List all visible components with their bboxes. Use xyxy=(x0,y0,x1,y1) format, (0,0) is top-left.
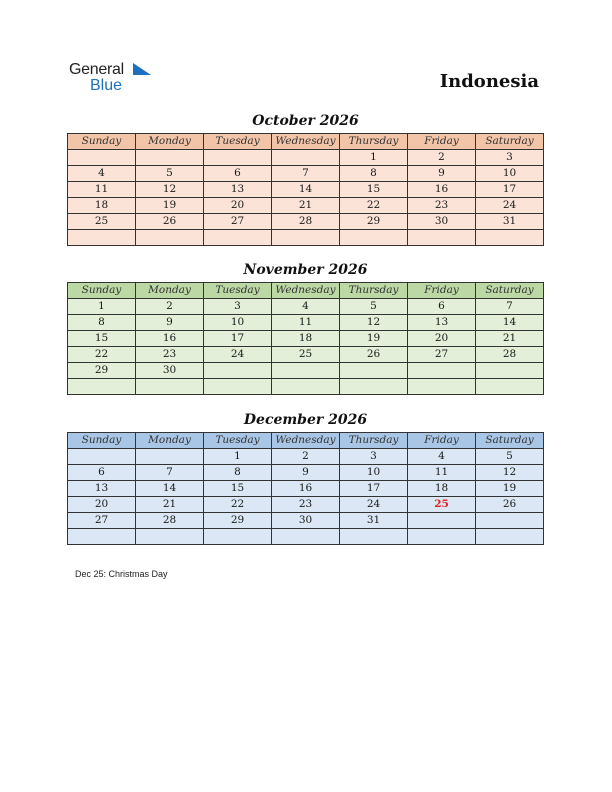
weekday-header-sunday: Sunday xyxy=(68,433,136,449)
day-cell xyxy=(272,379,340,395)
weekday-header-row xyxy=(68,283,544,299)
day-cell: 17 xyxy=(476,182,544,198)
week-row xyxy=(68,331,544,347)
day-cell: 21 xyxy=(476,331,544,347)
day-cell: 7 xyxy=(136,465,204,481)
day-cell: 23 xyxy=(272,497,340,513)
logo-triangle-icon xyxy=(133,63,153,77)
day-cell: 5 xyxy=(476,449,544,465)
day-cell xyxy=(476,363,544,379)
day-cell: 18 xyxy=(408,481,476,497)
week-row xyxy=(68,481,544,497)
day-cell: 3 xyxy=(204,299,272,315)
day-cell: 8 xyxy=(204,465,272,481)
day-cell: 1 xyxy=(68,299,136,315)
day-cell: 6 xyxy=(68,465,136,481)
day-cell: 20 xyxy=(204,198,272,214)
day-cell: 24 xyxy=(204,347,272,363)
week-row xyxy=(68,230,544,246)
weekday-header-friday: Friday xyxy=(408,283,476,299)
day-cell: 10 xyxy=(476,166,544,182)
day-cell xyxy=(408,513,476,529)
holiday-day-cell: 25 xyxy=(408,497,476,513)
logo-word-blue: Blue xyxy=(90,77,123,94)
day-cell: 28 xyxy=(476,347,544,363)
day-cell: 7 xyxy=(272,166,340,182)
day-cell xyxy=(136,230,204,246)
day-cell: 26 xyxy=(136,214,204,230)
day-cell: 15 xyxy=(68,331,136,347)
day-cell: 15 xyxy=(340,182,408,198)
week-row xyxy=(68,299,544,315)
day-cell: 2 xyxy=(136,299,204,315)
day-cell: 11 xyxy=(68,182,136,198)
day-cell: 31 xyxy=(476,214,544,230)
weekday-header-saturday: Saturday xyxy=(476,283,544,299)
day-cell: 17 xyxy=(204,331,272,347)
day-cell: 26 xyxy=(340,347,408,363)
day-cell: 20 xyxy=(68,497,136,513)
weekday-header-tuesday: Tuesday xyxy=(204,433,272,449)
day-cell: 4 xyxy=(272,299,340,315)
day-cell: 9 xyxy=(136,315,204,331)
day-cell xyxy=(476,379,544,395)
day-cell: 1 xyxy=(204,449,272,465)
weekday-header-wednesday: Wednesday xyxy=(272,134,340,150)
day-cell xyxy=(408,363,476,379)
day-cell xyxy=(340,363,408,379)
day-cell: 7 xyxy=(476,299,544,315)
day-cell xyxy=(204,150,272,166)
day-cell: 24 xyxy=(476,198,544,214)
day-cell: 14 xyxy=(272,182,340,198)
day-cell: 11 xyxy=(272,315,340,331)
calendar-october xyxy=(67,133,544,246)
weekday-header-tuesday: Tuesday xyxy=(204,134,272,150)
day-cell xyxy=(476,529,544,545)
day-cell: 27 xyxy=(68,513,136,529)
week-row xyxy=(68,379,544,395)
day-cell: 31 xyxy=(340,513,408,529)
general-blue-logo xyxy=(69,61,169,97)
weekday-header-sunday: Sunday xyxy=(68,283,136,299)
day-cell: 8 xyxy=(340,166,408,182)
weekday-header-tuesday: Tuesday xyxy=(204,283,272,299)
weekday-header-thursday: Thursday xyxy=(340,433,408,449)
week-row xyxy=(68,347,544,363)
day-cell xyxy=(68,150,136,166)
day-cell: 23 xyxy=(408,198,476,214)
day-cell: 24 xyxy=(340,497,408,513)
week-row xyxy=(68,449,544,465)
weekday-header-monday: Monday xyxy=(136,283,204,299)
day-cell xyxy=(408,529,476,545)
day-cell: 25 xyxy=(68,214,136,230)
weekday-header-row xyxy=(68,433,544,449)
day-cell: 27 xyxy=(408,347,476,363)
day-cell xyxy=(136,529,204,545)
day-cell: 13 xyxy=(204,182,272,198)
week-row xyxy=(68,513,544,529)
day-cell xyxy=(68,449,136,465)
day-cell: 4 xyxy=(68,166,136,182)
day-cell: 10 xyxy=(340,465,408,481)
week-row xyxy=(68,363,544,379)
day-cell xyxy=(476,230,544,246)
week-row xyxy=(68,166,544,182)
day-cell xyxy=(340,379,408,395)
week-row xyxy=(68,465,544,481)
weekday-header-row xyxy=(68,134,544,150)
day-cell: 12 xyxy=(136,182,204,198)
day-cell xyxy=(272,230,340,246)
day-cell: 12 xyxy=(340,315,408,331)
weekday-header-friday: Friday xyxy=(408,433,476,449)
day-cell: 19 xyxy=(136,198,204,214)
calendar-december xyxy=(67,432,544,545)
day-cell: 13 xyxy=(408,315,476,331)
week-row xyxy=(68,182,544,198)
day-cell: 3 xyxy=(340,449,408,465)
day-cell: 6 xyxy=(408,299,476,315)
day-cell xyxy=(136,379,204,395)
day-cell: 18 xyxy=(68,198,136,214)
day-cell: 30 xyxy=(408,214,476,230)
day-cell: 13 xyxy=(68,481,136,497)
day-cell: 30 xyxy=(272,513,340,529)
month-title-october: October 2026 xyxy=(252,113,359,129)
day-cell xyxy=(68,529,136,545)
day-cell: 16 xyxy=(272,481,340,497)
day-cell: 28 xyxy=(136,513,204,529)
day-cell: 2 xyxy=(408,150,476,166)
weekday-header-wednesday: Wednesday xyxy=(272,283,340,299)
day-cell xyxy=(272,363,340,379)
day-cell: 29 xyxy=(340,214,408,230)
weekday-header-wednesday: Wednesday xyxy=(272,433,340,449)
day-cell: 23 xyxy=(136,347,204,363)
day-cell xyxy=(68,379,136,395)
day-cell: 26 xyxy=(476,497,544,513)
day-cell: 9 xyxy=(272,465,340,481)
day-cell xyxy=(340,230,408,246)
week-row xyxy=(68,214,544,230)
day-cell: 22 xyxy=(68,347,136,363)
day-cell: 5 xyxy=(340,299,408,315)
day-cell xyxy=(204,529,272,545)
day-cell: 16 xyxy=(408,182,476,198)
day-cell: 2 xyxy=(272,449,340,465)
day-cell: 25 xyxy=(272,347,340,363)
day-cell: 16 xyxy=(136,331,204,347)
day-cell xyxy=(204,379,272,395)
day-cell xyxy=(272,150,340,166)
month-title-december: December 2026 xyxy=(243,412,368,428)
calendar-november xyxy=(67,282,544,395)
weekday-header-friday: Friday xyxy=(408,134,476,150)
weekday-header-thursday: Thursday xyxy=(340,283,408,299)
day-cell: 5 xyxy=(136,166,204,182)
logo-word-general: General xyxy=(69,61,124,78)
day-cell: 12 xyxy=(476,465,544,481)
country-title: Indonesia xyxy=(439,71,539,92)
day-cell: 28 xyxy=(272,214,340,230)
day-cell: 19 xyxy=(476,481,544,497)
day-cell xyxy=(204,230,272,246)
day-cell: 27 xyxy=(204,214,272,230)
day-cell: 30 xyxy=(136,363,204,379)
day-cell xyxy=(340,529,408,545)
day-cell xyxy=(476,513,544,529)
month-title-november: November 2026 xyxy=(243,262,368,278)
week-row xyxy=(68,315,544,331)
day-cell xyxy=(408,230,476,246)
day-cell: 14 xyxy=(476,315,544,331)
week-row xyxy=(68,150,544,166)
day-cell: 1 xyxy=(340,150,408,166)
weekday-header-monday: Monday xyxy=(136,433,204,449)
day-cell: 8 xyxy=(68,315,136,331)
day-cell: 14 xyxy=(136,481,204,497)
day-cell: 9 xyxy=(408,166,476,182)
day-cell: 29 xyxy=(68,363,136,379)
day-cell: 18 xyxy=(272,331,340,347)
day-cell xyxy=(68,230,136,246)
week-row xyxy=(68,529,544,545)
day-cell: 19 xyxy=(340,331,408,347)
weekday-header-saturday: Saturday xyxy=(476,134,544,150)
day-cell xyxy=(204,363,272,379)
day-cell: 4 xyxy=(408,449,476,465)
day-cell: 10 xyxy=(204,315,272,331)
weekday-header-sunday: Sunday xyxy=(68,134,136,150)
weekday-header-thursday: Thursday xyxy=(340,134,408,150)
day-cell: 20 xyxy=(408,331,476,347)
day-cell: 21 xyxy=(272,198,340,214)
day-cell: 11 xyxy=(408,465,476,481)
day-cell xyxy=(136,150,204,166)
day-cell: 3 xyxy=(476,150,544,166)
day-cell: 22 xyxy=(204,497,272,513)
week-row xyxy=(68,497,544,513)
day-cell: 29 xyxy=(204,513,272,529)
weekday-header-saturday: Saturday xyxy=(476,433,544,449)
day-cell xyxy=(408,379,476,395)
week-row xyxy=(68,198,544,214)
holiday-note: Dec 25: Christmas Day xyxy=(75,569,168,579)
day-cell: 15 xyxy=(204,481,272,497)
day-cell xyxy=(136,449,204,465)
day-cell xyxy=(272,529,340,545)
weekday-header-monday: Monday xyxy=(136,134,204,150)
day-cell: 17 xyxy=(340,481,408,497)
day-cell: 21 xyxy=(136,497,204,513)
day-cell: 6 xyxy=(204,166,272,182)
day-cell: 22 xyxy=(340,198,408,214)
